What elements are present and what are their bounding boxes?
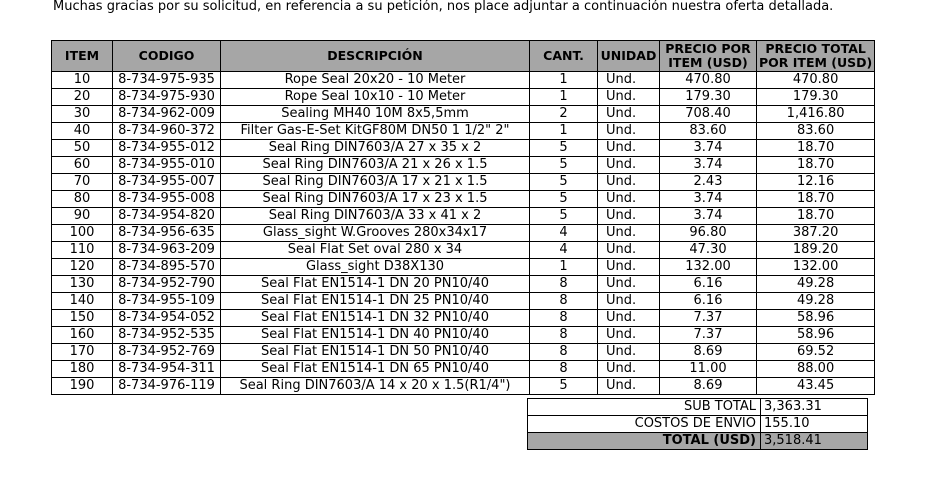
row-item: 30 (52, 106, 113, 123)
row-descripcion: Seal Flat EN1514-1 DN 20 PN10/40 (221, 276, 530, 293)
table-row (52, 344, 875, 361)
row-unidad: Und. (598, 344, 660, 361)
row-item: 80 (52, 191, 113, 208)
row-codigo: 8-734-955-010 (113, 157, 221, 174)
table-row (52, 174, 875, 191)
row-codigo: 8-734-956-635 (113, 225, 221, 242)
row-item: 140 (52, 293, 113, 310)
row-codigo: 8-734-955-012 (113, 140, 221, 157)
row-item: 20 (52, 89, 113, 106)
row-descripcion: Rope Seal 10x10 - 10 Meter (221, 89, 530, 106)
row-precio: 7.37 (660, 310, 757, 327)
row-precio: 6.16 (660, 276, 757, 293)
row-item: 70 (52, 174, 113, 191)
row-cant: 1 (530, 89, 598, 106)
row-precio: 3.74 (660, 191, 757, 208)
row-item: 60 (52, 157, 113, 174)
row-cant: 4 (530, 225, 598, 242)
row-precio: 6.16 (660, 293, 757, 310)
row-item: 190 (52, 378, 113, 395)
row-precio: 3.74 (660, 208, 757, 225)
row-precio: 96.80 (660, 225, 757, 242)
row-codigo: 8-734-963-209 (113, 242, 221, 259)
row-cant: 5 (530, 378, 598, 395)
row-codigo: 8-734-952-790 (113, 276, 221, 293)
row-descripcion: Seal Flat EN1514-1 DN 25 PN10/40 (221, 293, 530, 310)
row-cant: 8 (530, 361, 598, 378)
row-total: 470.80 (757, 72, 875, 89)
table-header-row (52, 41, 875, 72)
row-descripcion: Seal Flat EN1514-1 DN 65 PN10/40 (221, 361, 530, 378)
row-item: 100 (52, 225, 113, 242)
row-item: 160 (52, 327, 113, 344)
row-precio: 7.37 (660, 327, 757, 344)
row-codigo: 8-734-975-930 (113, 89, 221, 106)
table-row (52, 225, 875, 242)
table-row (52, 72, 875, 89)
row-precio: 179.30 (660, 89, 757, 106)
grand-total-value: 3,518.41 (761, 433, 868, 450)
row-descripcion: Seal Ring DIN7603/A 21 x 26 x 1.5 (221, 157, 530, 174)
row-total: 18.70 (757, 157, 875, 174)
row-descripcion: Glass_sight D38X130 (221, 259, 530, 276)
row-unidad: Und. (598, 191, 660, 208)
table-row (52, 242, 875, 259)
row-precio: 8.69 (660, 378, 757, 395)
table-row (52, 140, 875, 157)
header-descripcion: DESCRIPCIÓN (221, 41, 530, 72)
header-total (757, 41, 875, 72)
row-codigo: 8-734-955-008 (113, 191, 221, 208)
row-cant: 8 (530, 344, 598, 361)
table-row (52, 378, 875, 395)
row-descripcion: Seal Flat EN1514-1 DN 40 PN10/40 (221, 327, 530, 344)
row-unidad: Und. (598, 242, 660, 259)
row-codigo: 8-734-952-769 (113, 344, 221, 361)
row-precio: 8.69 (660, 344, 757, 361)
row-item: 10 (52, 72, 113, 89)
row-precio: 47.30 (660, 242, 757, 259)
subtotal-row (528, 399, 868, 416)
row-cant: 8 (530, 293, 598, 310)
header-codigo: CODIGO (113, 41, 221, 72)
row-cant: 8 (530, 310, 598, 327)
row-item: 120 (52, 259, 113, 276)
table-row (52, 123, 875, 140)
row-total: 43.45 (757, 378, 875, 395)
table-row (52, 361, 875, 378)
row-descripcion: Seal Ring DIN7603/A 17 x 23 x 1.5 (221, 191, 530, 208)
subtotal-label: SUB TOTAL (528, 399, 761, 416)
row-total: 58.96 (757, 310, 875, 327)
row-precio: 3.74 (660, 157, 757, 174)
row-unidad: Und. (598, 361, 660, 378)
row-descripcion: Seal Ring DIN7603/A 27 x 35 x 2 (221, 140, 530, 157)
row-total: 88.00 (757, 361, 875, 378)
row-cant: 1 (530, 259, 598, 276)
row-codigo: 8-734-954-052 (113, 310, 221, 327)
row-cant: 1 (530, 72, 598, 89)
row-codigo: 8-734-976-119 (113, 378, 221, 395)
row-cant: 5 (530, 174, 598, 191)
row-item: 130 (52, 276, 113, 293)
row-item: 170 (52, 344, 113, 361)
header-precio-line1: PRECIO POR (665, 41, 751, 56)
row-precio: 470.80 (660, 72, 757, 89)
row-cant: 8 (530, 327, 598, 344)
grand-total-row (528, 433, 868, 450)
row-unidad: Und. (598, 276, 660, 293)
row-cant: 8 (530, 276, 598, 293)
header-total-line2: POR ITEM (USD) (759, 55, 873, 70)
header-total-line1: PRECIO TOTAL (765, 41, 866, 56)
row-descripcion: Seal Flat Set oval 280 x 34 (221, 242, 530, 259)
row-cant: 5 (530, 157, 598, 174)
header-cant: CANT. (530, 41, 598, 72)
header-precio (660, 41, 757, 72)
row-item: 90 (52, 208, 113, 225)
row-codigo: 8-734-895-570 (113, 259, 221, 276)
header-unidad: UNIDAD (598, 41, 660, 72)
row-total: 12.16 (757, 174, 875, 191)
shipping-row (528, 416, 868, 433)
row-total: 387.20 (757, 225, 875, 242)
row-codigo: 8-734-975-935 (113, 72, 221, 89)
row-precio: 708.40 (660, 106, 757, 123)
row-total: 18.70 (757, 208, 875, 225)
row-total: 69.52 (757, 344, 875, 361)
header-precio-line2: ITEM (USD) (668, 55, 748, 70)
row-descripcion: Filter Gas-E-Set KitGF80M DN50 1 1/2" 2" (221, 123, 530, 140)
row-unidad: Und. (598, 174, 660, 191)
row-total: 132.00 (757, 259, 875, 276)
row-precio: 3.74 (660, 140, 757, 157)
row-unidad: Und. (598, 157, 660, 174)
row-total: 18.70 (757, 191, 875, 208)
row-cant: 4 (530, 242, 598, 259)
row-unidad: Und. (598, 72, 660, 89)
row-codigo: 8-734-952-535 (113, 327, 221, 344)
row-item: 150 (52, 310, 113, 327)
table-row (52, 327, 875, 344)
row-descripcion: Rope Seal 20x20 - 10 Meter (221, 72, 530, 89)
quote-table (51, 40, 875, 395)
row-total: 83.60 (757, 123, 875, 140)
table-row (52, 208, 875, 225)
row-cant: 5 (530, 140, 598, 157)
row-descripcion: Sealing MH40 10M 8x5,5mm (221, 106, 530, 123)
row-total: 18.70 (757, 140, 875, 157)
header-item: ITEM (52, 41, 113, 72)
row-precio: 83.60 (660, 123, 757, 140)
row-descripcion: Seal Flat EN1514-1 DN 50 PN10/40 (221, 344, 530, 361)
row-cant: 1 (530, 123, 598, 140)
grand-total-label: TOTAL (USD) (528, 433, 761, 450)
row-total: 179.30 (757, 89, 875, 106)
row-unidad: Und. (598, 225, 660, 242)
row-codigo: 8-734-954-820 (113, 208, 221, 225)
table-row (52, 259, 875, 276)
intro-text: Muchas gracias por su solicitud, en referencia a su petición, nos place adjuntar a continuación nuestra oferta detallada. (53, 0, 834, 14)
row-precio: 2.43 (660, 174, 757, 191)
row-cant: 5 (530, 191, 598, 208)
table-row (52, 89, 875, 106)
row-cant: 2 (530, 106, 598, 123)
subtotal-value: 3,363.31 (761, 399, 868, 416)
row-unidad: Und. (598, 327, 660, 344)
row-precio: 132.00 (660, 259, 757, 276)
row-unidad: Und. (598, 378, 660, 395)
totals-table (527, 398, 868, 450)
table-row (52, 106, 875, 123)
row-unidad: Und. (598, 140, 660, 157)
row-codigo: 8-734-962-009 (113, 106, 221, 123)
row-item: 180 (52, 361, 113, 378)
row-descripcion: Seal Ring DIN7603/A 14 x 20 x 1.5(R1/4") (221, 378, 530, 395)
row-codigo: 8-734-955-109 (113, 293, 221, 310)
row-item: 40 (52, 123, 113, 140)
row-item: 110 (52, 242, 113, 259)
row-total: 58.96 (757, 327, 875, 344)
table-row (52, 276, 875, 293)
row-unidad: Und. (598, 310, 660, 327)
row-unidad: Und. (598, 259, 660, 276)
shipping-label: COSTOS DE ENVIO (528, 416, 761, 433)
table-row (52, 293, 875, 310)
table-row (52, 191, 875, 208)
table-row (52, 310, 875, 327)
row-descripcion: Glass_sight W.Grooves 280x34x17 (221, 225, 530, 242)
row-unidad: Und. (598, 208, 660, 225)
row-total: 189.20 (757, 242, 875, 259)
row-codigo: 8-734-954-311 (113, 361, 221, 378)
row-unidad: Und. (598, 123, 660, 140)
row-codigo: 8-734-960-372 (113, 123, 221, 140)
row-unidad: Und. (598, 293, 660, 310)
row-precio: 11.00 (660, 361, 757, 378)
shipping-value: 155.10 (761, 416, 868, 433)
table-row (52, 157, 875, 174)
row-total: 49.28 (757, 293, 875, 310)
row-cant: 5 (530, 208, 598, 225)
row-total: 49.28 (757, 276, 875, 293)
row-unidad: Und. (598, 106, 660, 123)
row-descripcion: Seal Flat EN1514-1 DN 32 PN10/40 (221, 310, 530, 327)
row-unidad: Und. (598, 89, 660, 106)
row-descripcion: Seal Ring DIN7603/A 17 x 21 x 1.5 (221, 174, 530, 191)
row-item: 50 (52, 140, 113, 157)
row-codigo: 8-734-955-007 (113, 174, 221, 191)
row-total: 1,416.80 (757, 106, 875, 123)
row-descripcion: Seal Ring DIN7603/A 33 x 41 x 2 (221, 208, 530, 225)
